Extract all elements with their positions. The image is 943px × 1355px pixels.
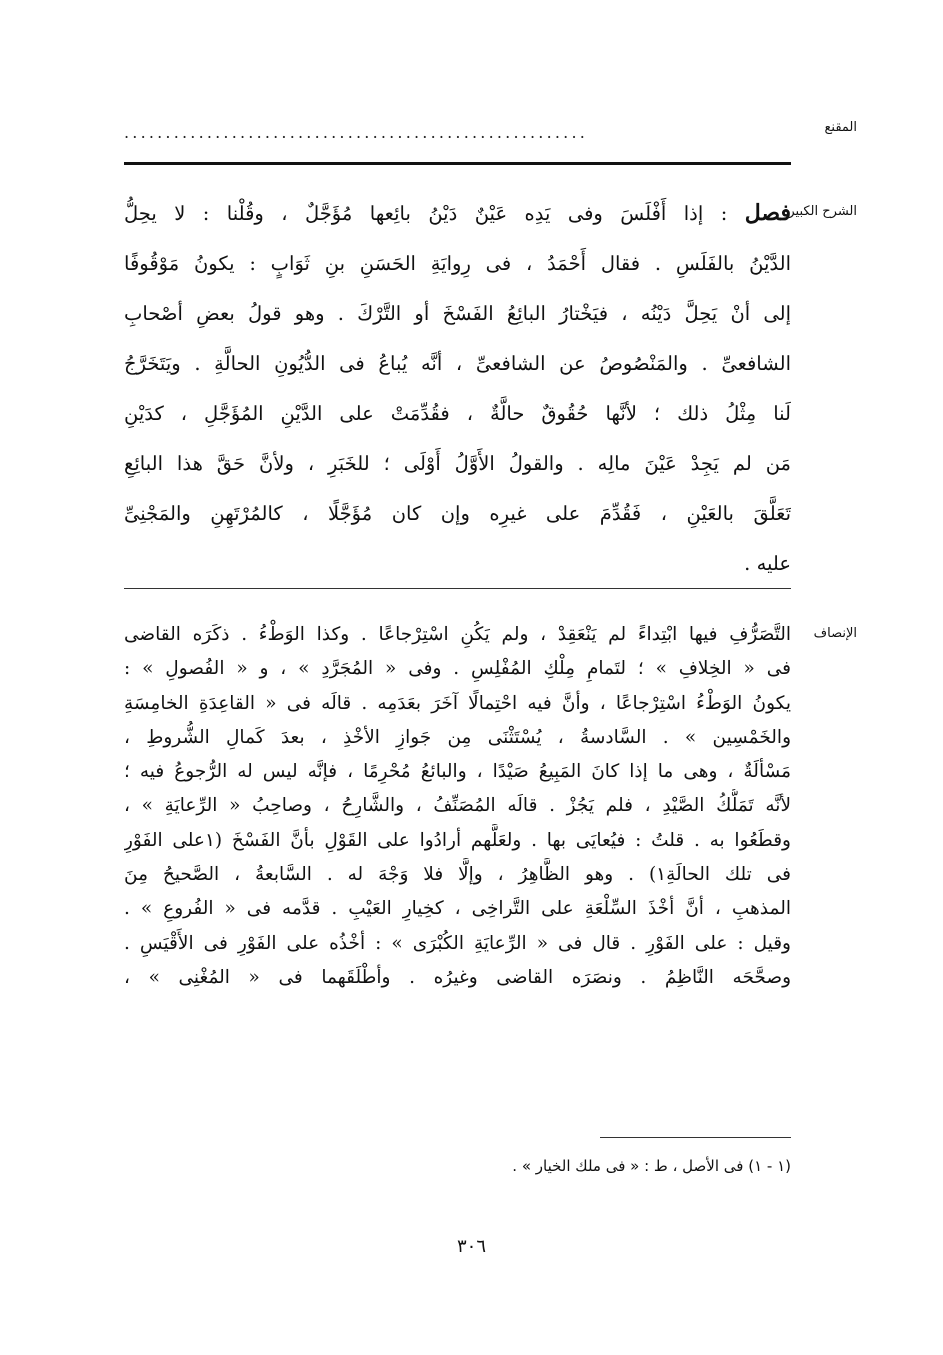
header-rule	[124, 162, 791, 165]
page-number: ٣٠٦	[456, 1236, 486, 1257]
footnote: (١ - ١) فى الأصل ، ط : « فى ملك الخيار » .	[512, 1157, 791, 1175]
header-dot-leader: ........................................................	[124, 126, 589, 140]
sharh-line: الشافعىِّ . والمَنْصُوصُ عن الشافعىِّ ، أنَّه يُباعُ فى الدُّيُونِ الحالَّةِ . ويَتَخَرَّجُ	[124, 352, 791, 375]
section-divider	[124, 588, 791, 589]
sharh-text-block	[124, 188, 791, 589]
fasl-heading: فصل	[744, 200, 791, 226]
sharh-line	[124, 188, 791, 239]
insaf-label: الإنصاف	[813, 626, 857, 641]
insaf-line: فى تلك الحالَةِ١) . وهو الظَّاهِرُ ، وإلَّا فلا وَجْهَ له . السَّابعةُ ، الصَّحيحُ مِنَ	[124, 864, 791, 886]
sharh-line: تَعَلَّقَ بالعَيْنِ ، فَقُدِّمَ على غيرِه وإن كان مُؤَجَّلًا ، كالمُرْتَهِنِ والمَجْنِىِّ	[124, 502, 791, 525]
insaf-line: لأنَّه تَمَلُّكُ الصَّيْدِ ، فلم يَجُزْ . قالَه المُصَنِّفُ ، والشَّارِحُ ، وصاحِبُ « الرِّعايَةِ » ،	[124, 795, 791, 817]
insaf-line: يكونُ الوَطْءُ اسْتِرْجاعًا ، وأنَّ فيه احْتِمالًا آخَرَ بعَدَمِه . قالَه فى « القاعِدَةِ الخامِسَةِ	[124, 692, 791, 714]
insaf-line: مَسْألَةٌ ، وهى ما إذا كانَ المَبِيعُ صَيْدًا ، والبائعُ مُحْرِمًا ، فإنَّه ليس له الرُّجوعُ فيه ؛	[124, 761, 791, 783]
insaf-line: المذهبِ ، أنَّ أخْذَ السِّلْعَةِ على التَّراخِى ، كخِيارِ العَيْبِ . قدَّمه فى « الفُروعِ » .	[124, 898, 791, 920]
sharh-line: عليه .	[744, 552, 791, 575]
insaf-line: فى « الخِلافِ » ؛ لتَمامِ مِلْكِ المُفْلِسِ . وفى « المُجَرَّدِ » ، و « الفُصولِ » :	[124, 658, 791, 680]
insaf-line: التَّصَرُّفِ فيها ابْتِداءً لم يَنْعَقِدْ ، ولم يَكُنِ اسْتِرْجاعًا . وكذا الوَطْءُ . ذكَرَه القاضى	[124, 624, 791, 645]
insaf-line: والخَمْسِين » . السَّادسةُ ، يُسْتَثْنَى مِن جَوازِ الأخْذِ ، بعدَ كَمالِ الشُّروطِ ،	[124, 726, 791, 748]
insaf-text-block	[124, 618, 791, 995]
insaf-line: وقيل : على الفَوْرِ . قال فى « الرِّعايَةِ الكُبْرَى » : أخْذُه على الفَوْرِ فى الأَقْيَسِ .	[124, 932, 791, 954]
insaf-line: وصحَّحَه النَّاظِمُ . ونصَرَه القاضى وغيرُه . وأطْلَقَهما فى « المُغْنِى » ،	[124, 966, 791, 988]
footnote-rule	[600, 1137, 791, 1138]
sharh-line: مَن لم يَجِدْ عَيْنَ مالِه . والقولُ الأَوَّلُ أَوْلَى ؛ للخَبَرِ ، ولأنَّ حَقَّ هذا البائِعِ	[124, 452, 791, 475]
running-title: المقنع	[824, 120, 857, 135]
sharh-label: الشرح الكبير	[788, 204, 857, 219]
insaf-line: وقطَعُوا به . قلتُ : فيُعايَى بها . ولعَلَّهم أرادُوا على القَوْلِ بأنَّ الفَسْخَ (١على الفَوْرِ	[124, 829, 791, 851]
sharh-line-text: : إذا أَفْلَسَ وفى يَدِه عَيْنٌ دَيْنُ بائِعها مُؤَجَّلٌ ، وقُلْنا : لا يحِلُّ	[124, 202, 728, 225]
sharh-line: إلى أنْ يَحِلَّ دَيْنُه ، فيَخْتارُ البائِعُ الفَسْخَ أو التَّرْكَ . وهو قولُ بعضِ أصْحابِ	[124, 302, 791, 325]
sharh-line: لَنا مِثْلُ ذلك ؛ لأنَّها حُقُوقٌ حالَّةٌ ، فقُدِّمَتْ على الدَّيْنِ المُؤَجَّلِ ، كدَيْنِ	[124, 402, 791, 425]
sharh-line: الدَّيْنُ بالفَلَسِ . فقال أَحْمَدُ ، فى رِوايَةِ الحَسَنِ بنِ ثَوَابٍ : يكونُ مَوْقُوفًا	[124, 252, 791, 275]
